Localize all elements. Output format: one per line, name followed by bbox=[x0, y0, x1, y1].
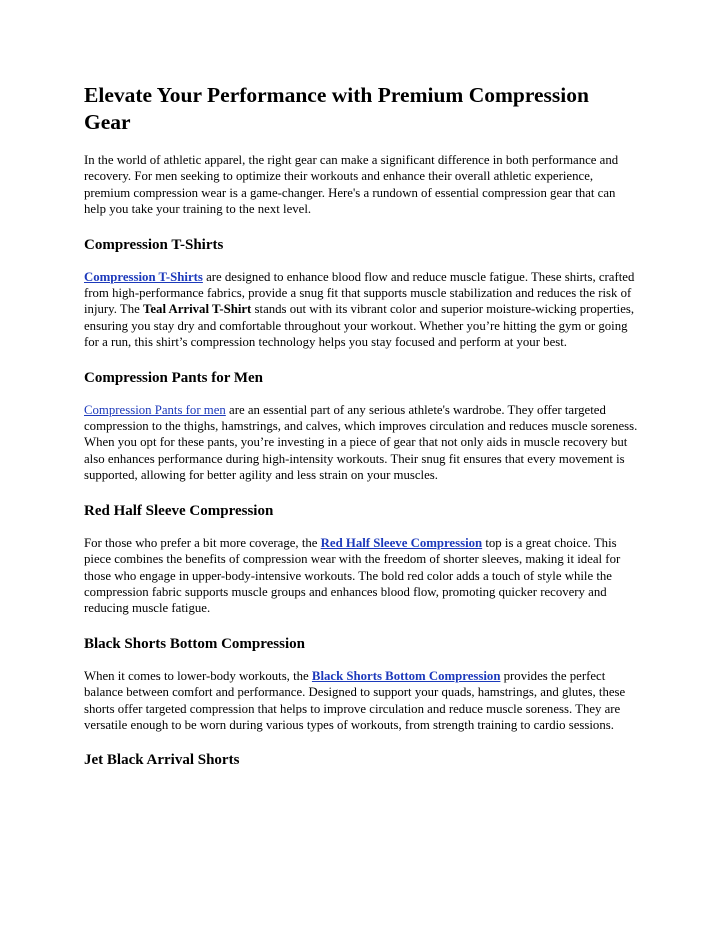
link-compression-pants[interactable]: Compression Pants for men bbox=[84, 402, 226, 417]
link-red-half-sleeve[interactable]: Red Half Sleeve Compression bbox=[320, 535, 483, 550]
intro-paragraph: In the world of athletic apparel, the right gear can make a significant difference in both performance and recovery. For men seeking to optimize their workouts and enhance their overall athletic experience, premium compression wear is a game-changer. Here's a rundown of essential compression gear that can help you take your training to the next level. bbox=[84, 153, 619, 217]
paragraph-compression-tshirts bbox=[84, 269, 640, 351]
heading-jet-black-shorts: Jet Black Arrival Shorts bbox=[84, 752, 240, 769]
tshirts-text-b: stands out with its vibrant color and superior moisture-wicking properties, ensuring you stay dry and comfortable throughout your workout. Whether you’re hitting the gym or going for a run, this shirt’s compression technology helps you stay focused and perform at your best. bbox=[84, 302, 635, 350]
half-sleeve-text-pre: For those who prefer a bit more coverage, the bbox=[84, 535, 321, 550]
heading-red-half-sleeve: Red Half Sleeve Compression bbox=[84, 502, 274, 519]
link-black-shorts[interactable]: Black Shorts Bottom Compression bbox=[311, 668, 501, 683]
link-compression-tshirts[interactable]: Compression T-Shirts bbox=[84, 269, 203, 284]
shorts-text-pre: When it comes to lower-body workouts, the bbox=[84, 668, 312, 683]
pants-text-a: are an essential part of any serious athlete's wardrobe. They offer targeted compression to the thighs, hamstrings, and calves, which improves circulation and reduces muscle soreness. When you opt for these pants, you’re investing in a piece of gear that not only aids in muscle recovery but also enhances performance during high-intensity workouts. Their snug fit ensures that every movement is supported, allowing for better agility and less strain on your muscles. bbox=[84, 402, 638, 483]
half-sleeve-text-a: top is a great choice. This piece combines the benefits of compression wear with the freedom of shorter sleeves, making it ideal for those who engage in upper-body-intensive workouts. The bold red color adds a touch of style while the compression fabric supports muscle groups and enhances blood flow, promoting quicker recovery and reducing muscle fatigue. bbox=[84, 535, 621, 616]
tshirts-text-a: are designed to enhance blood flow and reduce muscle fatigue. These shirts, crafted from high-performance fabrics, provide a snug fit that supports muscle stabilization and reduces the risk of injury. The bbox=[84, 269, 635, 317]
heading-compression-tshirts: Compression T-Shirts bbox=[84, 236, 224, 253]
heading-compression-pants: Compression Pants for Men bbox=[84, 369, 264, 386]
shorts-text-a: provides the perfect balance between comfort and performance. Designed to support your quads, hamstrings, and glutes, these shorts offer targeted compression that helps to improve circulation and reduce muscle soreness. They are versatile enough to be worn during various types of workouts, from strength training to cardio sessions. bbox=[84, 668, 626, 732]
page-title: Elevate Your Performance with Premium Compression Gear bbox=[84, 83, 589, 134]
paragraph-compression-pants bbox=[84, 402, 640, 484]
heading-black-shorts: Black Shorts Bottom Compression bbox=[84, 635, 305, 652]
teal-arrival-tshirt-bold: Teal Arrival T-Shirt bbox=[143, 302, 252, 317]
paragraph-red-half-sleeve bbox=[84, 535, 640, 617]
document-page bbox=[84, 82, 640, 784]
paragraph-black-shorts bbox=[84, 668, 640, 734]
